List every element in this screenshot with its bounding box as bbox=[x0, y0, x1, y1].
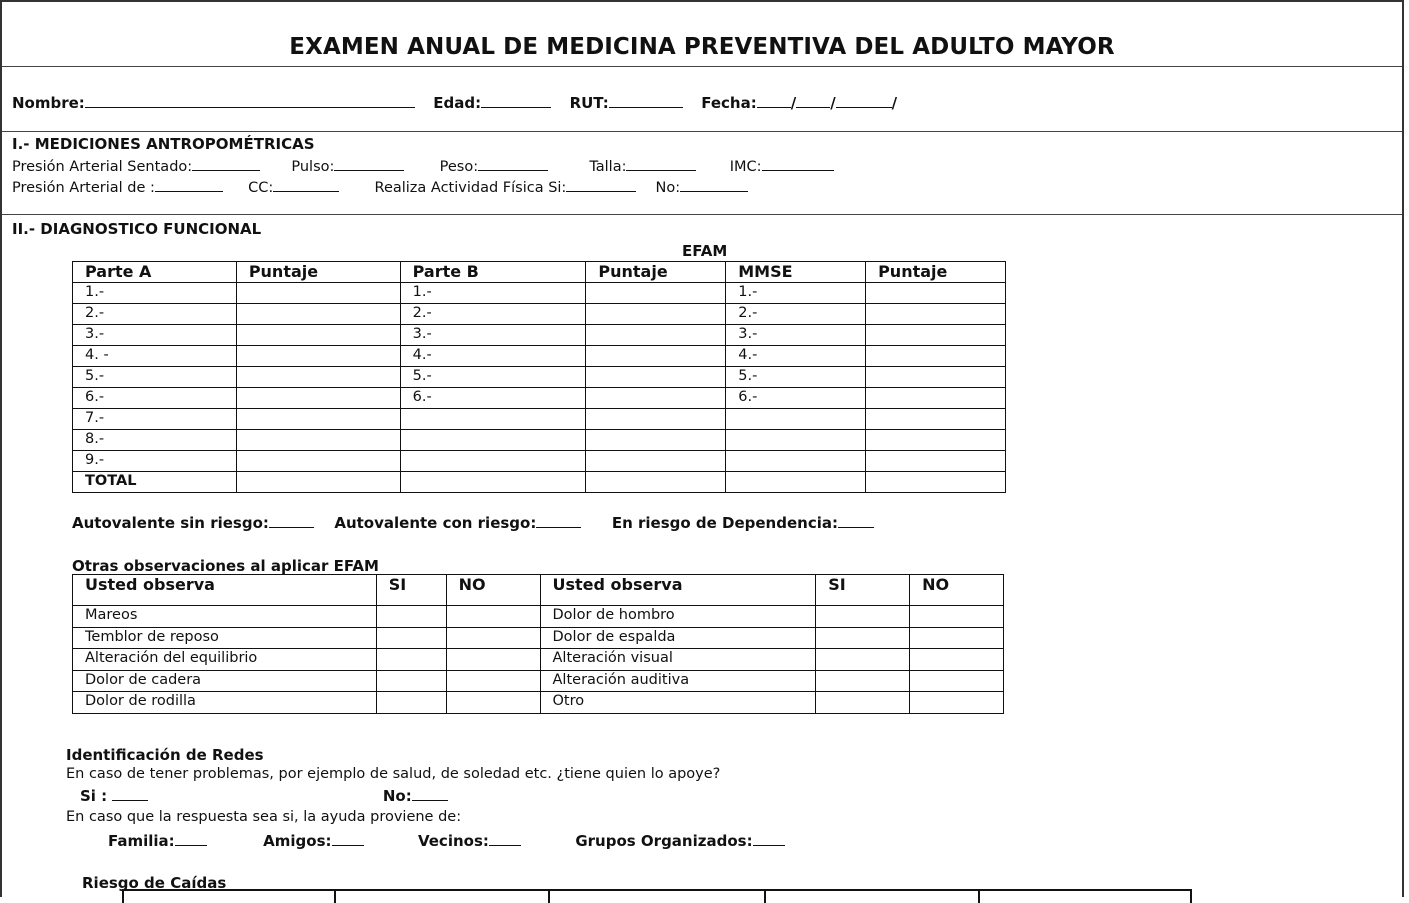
redes-question: En caso de tener problemas, por ejemplo de salud, de soledad etc. ¿tiene quien lo apoye? bbox=[66, 766, 721, 782]
imc-label: IMC: bbox=[729, 159, 762, 175]
efam-puntaje-mmse-cell[interactable] bbox=[866, 304, 1006, 325]
efam-mmse-item: 1.- bbox=[726, 283, 866, 304]
efam-parte-b-item bbox=[400, 472, 586, 493]
efam-puntaje-a-cell[interactable] bbox=[236, 367, 400, 388]
observacion-item: Dolor de hombro bbox=[540, 606, 816, 628]
efam-puntaje-b-cell[interactable] bbox=[586, 304, 726, 325]
edad-label: Edad: bbox=[433, 94, 482, 112]
efam-puntaje-a-cell[interactable] bbox=[236, 451, 400, 472]
familia-label: Familia: bbox=[108, 832, 175, 850]
observacion-no-cell[interactable] bbox=[446, 627, 540, 649]
presion-sentado-field[interactable] bbox=[192, 156, 260, 171]
caidas-table bbox=[122, 889, 1192, 903]
section1-row1 bbox=[12, 156, 834, 175]
observacion-no-cell[interactable] bbox=[910, 606, 1004, 628]
divider bbox=[2, 131, 1402, 132]
en-riesgo-label: En riesgo de Dependencia: bbox=[611, 514, 838, 532]
col-header-observa: Usted observa bbox=[540, 575, 816, 606]
peso-label: Peso: bbox=[439, 159, 479, 175]
grupos-field[interactable] bbox=[753, 831, 785, 846]
efam-puntaje-b-cell[interactable] bbox=[586, 451, 726, 472]
observacion-row bbox=[73, 692, 1004, 714]
efam-puntaje-a-cell[interactable] bbox=[236, 325, 400, 346]
observacion-item: Temblor de reposo bbox=[73, 627, 377, 649]
divider bbox=[2, 214, 1402, 215]
efam-puntaje-b-cell[interactable] bbox=[586, 409, 726, 430]
efam-parte-b-item bbox=[400, 430, 586, 451]
peso-field[interactable] bbox=[478, 156, 548, 171]
table-border bbox=[122, 891, 124, 903]
cc-field[interactable] bbox=[273, 177, 339, 192]
date-separator: / bbox=[891, 94, 898, 112]
efam-puntaje-b-cell[interactable] bbox=[586, 388, 726, 409]
familia-field[interactable] bbox=[175, 831, 207, 846]
efam-mmse-item bbox=[726, 409, 866, 430]
observacion-item: Dolor de espalda bbox=[540, 627, 816, 649]
observacion-si-cell[interactable] bbox=[816, 606, 910, 628]
col-header-observa: Usted observa bbox=[73, 575, 377, 606]
en-riesgo-field[interactable] bbox=[838, 513, 874, 528]
fecha-label: Fecha: bbox=[701, 94, 757, 112]
autovalente-con-label: Autovalente con riesgo: bbox=[334, 514, 537, 532]
observacion-item: Mareos bbox=[73, 606, 377, 628]
observacion-no-cell[interactable] bbox=[910, 649, 1004, 671]
fecha-day-field[interactable] bbox=[757, 93, 791, 108]
efam-puntaje-a-cell[interactable] bbox=[236, 304, 400, 325]
divider bbox=[2, 66, 1402, 67]
efam-puntaje-a-cell[interactable] bbox=[236, 346, 400, 367]
efam-puntaje-mmse-cell[interactable] bbox=[866, 346, 1006, 367]
efam-puntaje-b-cell[interactable] bbox=[586, 367, 726, 388]
observacion-si-cell[interactable] bbox=[816, 649, 910, 671]
actividad-si-label: Si: bbox=[548, 180, 567, 196]
observacion-si-cell[interactable] bbox=[376, 627, 446, 649]
efam-parte-a-item: 8.- bbox=[73, 430, 237, 451]
efam-row bbox=[73, 304, 1006, 325]
observacion-item: Alteración del equilibrio bbox=[73, 649, 377, 671]
observacion-item: Dolor de rodilla bbox=[73, 692, 377, 714]
efam-parte-b-item bbox=[400, 451, 586, 472]
efam-parte-b-item: 2.- bbox=[400, 304, 586, 325]
vecinos-label: Vecinos: bbox=[417, 832, 489, 850]
efam-col-header: Puntaje bbox=[586, 262, 726, 283]
observacion-item: Otro bbox=[540, 692, 816, 714]
efam-puntaje-b-cell[interactable] bbox=[586, 325, 726, 346]
efam-row bbox=[73, 472, 1006, 493]
efam-parte-a-item: 6.- bbox=[73, 388, 237, 409]
efam-mmse-item: 3.- bbox=[726, 325, 866, 346]
efam-parte-a-item: 7.- bbox=[73, 409, 237, 430]
efam-puntaje-mmse-cell[interactable] bbox=[866, 430, 1006, 451]
vecinos-field[interactable] bbox=[489, 831, 521, 846]
redes-title: Identificación de Redes bbox=[66, 746, 264, 764]
efam-mmse-item: 6.- bbox=[726, 388, 866, 409]
table-border bbox=[1190, 891, 1192, 903]
autovalente-con-field[interactable] bbox=[536, 513, 581, 528]
section1-row2 bbox=[12, 177, 748, 196]
observacion-si-cell[interactable] bbox=[376, 649, 446, 671]
efam-puntaje-b-cell[interactable] bbox=[586, 472, 726, 493]
imc-field[interactable] bbox=[762, 156, 834, 171]
efam-row bbox=[73, 283, 1006, 304]
observacion-item: Dolor de cadera bbox=[73, 670, 377, 692]
observacion-row bbox=[73, 627, 1004, 649]
efam-row bbox=[73, 346, 1006, 367]
col-header-si: SI bbox=[816, 575, 910, 606]
efam-parte-a-item: 2.- bbox=[73, 304, 237, 325]
presion-de-label: Presión Arterial de : bbox=[12, 180, 155, 196]
efam-row bbox=[73, 388, 1006, 409]
efam-parte-a-item: 5.- bbox=[73, 367, 237, 388]
col-header-si: SI bbox=[376, 575, 446, 606]
efam-parte-a-item: 3.- bbox=[73, 325, 237, 346]
efam-puntaje-a-cell[interactable] bbox=[236, 409, 400, 430]
efam-parte-b-item: 4.- bbox=[400, 346, 586, 367]
actividad-si-field[interactable] bbox=[566, 177, 636, 192]
nombre-label: Nombre: bbox=[12, 94, 85, 112]
redes-no-label: No: bbox=[382, 787, 412, 805]
pulso-field[interactable] bbox=[334, 156, 404, 171]
efam-parte-b-item: 5.- bbox=[400, 367, 586, 388]
fecha-year-field[interactable] bbox=[836, 93, 892, 108]
efam-mmse-item: 5.- bbox=[726, 367, 866, 388]
efam-col-header: MMSE bbox=[726, 262, 866, 283]
grupos-label: Grupos Organizados: bbox=[575, 832, 753, 850]
section2-title: II.- DIAGNOSTICO FUNCIONAL bbox=[12, 220, 262, 238]
efam-col-header: Puntaje bbox=[866, 262, 1006, 283]
observacion-item: Alteración visual bbox=[540, 649, 816, 671]
efam-mmse-item bbox=[726, 430, 866, 451]
efam-puntaje-a-cell[interactable] bbox=[236, 430, 400, 451]
efam-label: EFAM bbox=[682, 242, 728, 260]
autovalente-sin-label: Autovalente sin riesgo: bbox=[72, 514, 269, 532]
efam-puntaje-mmse-cell[interactable] bbox=[866, 367, 1006, 388]
header-row bbox=[12, 93, 897, 112]
observacion-no-cell[interactable] bbox=[910, 692, 1004, 714]
table-border bbox=[764, 891, 766, 903]
observacion-no-cell[interactable] bbox=[910, 670, 1004, 692]
observacion-no-cell[interactable] bbox=[446, 670, 540, 692]
observacion-si-cell[interactable] bbox=[816, 692, 910, 714]
observacion-si-cell[interactable] bbox=[376, 606, 446, 628]
efam-parte-a-item: 4. - bbox=[73, 346, 237, 367]
actividad-no-label: No: bbox=[655, 180, 681, 196]
clasificacion-row bbox=[72, 513, 874, 532]
efam-puntaje-mmse-cell[interactable] bbox=[866, 283, 1006, 304]
efam-puntaje-mmse-cell[interactable] bbox=[866, 409, 1006, 430]
efam-col-header: Puntaje bbox=[236, 262, 400, 283]
efam-parte-b-item: 1.- bbox=[400, 283, 586, 304]
caidas-title: Riesgo de Caídas bbox=[82, 874, 227, 892]
efam-puntaje-b-cell[interactable] bbox=[586, 346, 726, 367]
col-header-no: NO bbox=[446, 575, 540, 606]
actividad-label: Realiza Actividad Física bbox=[374, 180, 544, 196]
efam-puntaje-mmse-cell[interactable] bbox=[866, 472, 1006, 493]
rut-field[interactable] bbox=[609, 93, 683, 108]
efam-row bbox=[73, 367, 1006, 388]
amigos-label: Amigos: bbox=[263, 832, 332, 850]
efam-parte-a-item: 1.- bbox=[73, 283, 237, 304]
observacion-row bbox=[73, 649, 1004, 671]
efam-row bbox=[73, 430, 1006, 451]
rut-label: RUT: bbox=[569, 94, 609, 112]
cc-label: CC: bbox=[248, 180, 274, 196]
observacion-no-cell[interactable] bbox=[910, 627, 1004, 649]
section1-title: I.- MEDICIONES ANTROPOMÉTRICAS bbox=[12, 135, 315, 153]
efam-row bbox=[73, 409, 1006, 430]
efam-parte-a-item: 9.- bbox=[73, 451, 237, 472]
observaciones-table bbox=[72, 574, 1004, 714]
efam-puntaje-b-cell[interactable] bbox=[586, 430, 726, 451]
nombre-field[interactable] bbox=[85, 93, 415, 108]
observacion-no-cell[interactable] bbox=[446, 606, 540, 628]
pulso-label: Pulso: bbox=[291, 159, 335, 175]
efam-mmse-item bbox=[726, 472, 866, 493]
efam-puntaje-mmse-cell[interactable] bbox=[866, 388, 1006, 409]
col-header-no: NO bbox=[910, 575, 1004, 606]
observacion-row bbox=[73, 670, 1004, 692]
efam-puntaje-mmse-cell[interactable] bbox=[866, 451, 1006, 472]
efam-row bbox=[73, 325, 1006, 346]
redes-si-field[interactable] bbox=[112, 786, 148, 801]
table-border bbox=[548, 891, 550, 903]
redes-answer-row bbox=[80, 786, 448, 805]
observacion-si-cell[interactable] bbox=[376, 692, 446, 714]
observaciones-title: Otras observaciones al aplicar EFAM bbox=[72, 557, 379, 575]
efam-puntaje-mmse-cell[interactable] bbox=[866, 325, 1006, 346]
efam-parte-a-item: TOTAL bbox=[73, 472, 237, 493]
efam-parte-b-item: 3.- bbox=[400, 325, 586, 346]
autovalente-sin-field[interactable] bbox=[269, 513, 314, 528]
efam-puntaje-a-cell[interactable] bbox=[236, 283, 400, 304]
talla-field[interactable] bbox=[626, 156, 696, 171]
actividad-no-field[interactable] bbox=[680, 177, 748, 192]
presion-sentado-label: Presión Arterial Sentado: bbox=[12, 159, 193, 175]
talla-label: Talla: bbox=[589, 159, 627, 175]
form-title: EXAMEN ANUAL DE MEDICINA PREVENTIVA DEL ADULTO MAYOR bbox=[289, 34, 1115, 60]
efam-parte-b-item bbox=[400, 409, 586, 430]
efam-col-header: Parte A bbox=[73, 262, 237, 283]
table-border bbox=[334, 891, 336, 903]
redes-sources-row bbox=[108, 831, 785, 850]
efam-col-header: Parte B bbox=[400, 262, 586, 283]
observacion-no-cell[interactable] bbox=[446, 692, 540, 714]
date-separator: / bbox=[830, 94, 836, 112]
efam-mmse-item: 4.- bbox=[726, 346, 866, 367]
observacion-si-cell[interactable] bbox=[376, 670, 446, 692]
table-border bbox=[978, 891, 980, 903]
efam-mmse-item: 2.- bbox=[726, 304, 866, 325]
fecha-month-field[interactable] bbox=[796, 93, 830, 108]
edad-field[interactable] bbox=[481, 93, 551, 108]
observacion-si-cell[interactable] bbox=[816, 627, 910, 649]
efam-parte-b-item: 6.- bbox=[400, 388, 586, 409]
presion-de-field[interactable] bbox=[155, 177, 223, 192]
efam-puntaje-a-cell[interactable] bbox=[236, 388, 400, 409]
efam-puntaje-b-cell[interactable] bbox=[586, 283, 726, 304]
efam-row bbox=[73, 451, 1006, 472]
efam-puntaje-a-cell[interactable] bbox=[236, 472, 400, 493]
date-separator: / bbox=[790, 94, 797, 112]
redes-si-label: Si : bbox=[80, 787, 108, 805]
amigos-field[interactable] bbox=[332, 831, 364, 846]
efam-mmse-item bbox=[726, 451, 866, 472]
observacion-si-cell[interactable] bbox=[816, 670, 910, 692]
redes-followup: En caso que la respuesta sea si, la ayuda proviene de: bbox=[66, 809, 462, 825]
observacion-no-cell[interactable] bbox=[446, 649, 540, 671]
redes-no-field[interactable] bbox=[412, 786, 448, 801]
efam-table bbox=[72, 261, 1006, 493]
observacion-item: Alteración auditiva bbox=[540, 670, 816, 692]
observacion-row bbox=[73, 606, 1004, 628]
